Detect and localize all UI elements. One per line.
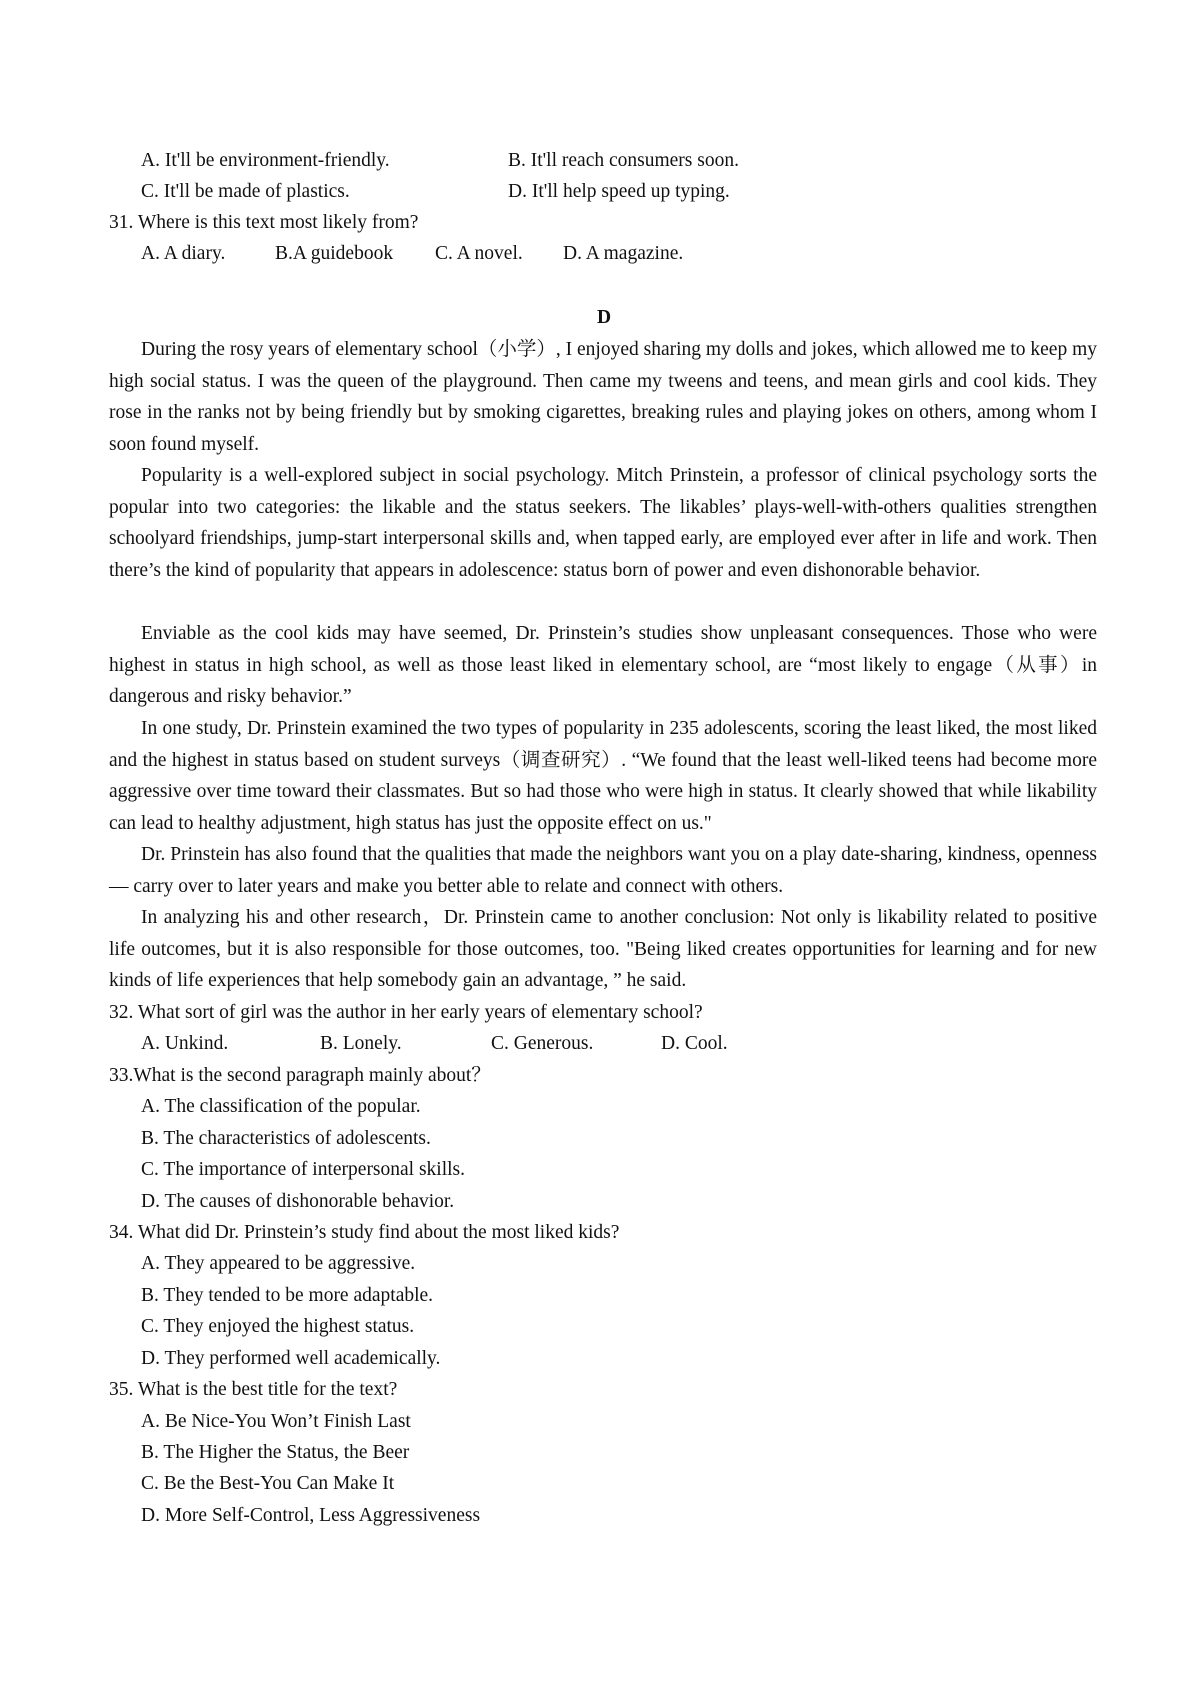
question-35-stem: 35. What is the best title for the text? bbox=[109, 1379, 398, 1400]
passage-paragraph-6: In analyzing his and other research，Dr. Prinstein came to another conclusion: Not only is likability related to positive life outcomes, but it is also responsible for those outcomes, too. "Being liked creates opportunities for learning and for new kinds of life experiences that help somebody gain an advantage, ” he said. bbox=[109, 907, 1097, 992]
question-35-option-d: D. More Self-Control, Less Aggressiveness bbox=[141, 1505, 481, 1526]
question-34-option-c: C. They enjoyed the highest status. bbox=[141, 1316, 415, 1337]
question-33-option-b: B. The characteristics of adolescents. bbox=[141, 1128, 431, 1149]
question-32-option-a: A. Unkind. bbox=[141, 1033, 229, 1054]
question-34-option-a: A. They appeared to be aggressive. bbox=[141, 1253, 416, 1274]
question-33-option-a: A. The classification of the popular. bbox=[141, 1096, 421, 1117]
prev-option-d: D. It'll help speed up typing. bbox=[508, 181, 730, 202]
question-33-stem: 33.What is the second paragraph mainly about？ bbox=[109, 1065, 491, 1086]
section-d-heading: D bbox=[596, 307, 612, 328]
question-35-option-c: C. Be the Best-You Can Make It bbox=[141, 1473, 395, 1494]
passage-paragraph-4: In one study, Dr. Prinstein examined the two types of popularity in 235 adolescents, scoring the least liked, the most liked and the highest in status based on student surveys（调查研究）. “We found that the least well-liked teens had become more aggressive over time toward their classmates. But so had those who were high in status. It clearly showed that while likability can lead to healthy adjustment, high status has just the opposite effect on us." bbox=[109, 718, 1097, 834]
question-34-option-b: B. They tended to be more adaptable. bbox=[141, 1285, 434, 1306]
question-31-option-c: C. A novel. bbox=[435, 243, 523, 264]
question-35-option-b: B. The Higher the Status, the Beer bbox=[141, 1442, 410, 1463]
passage-paragraph-1: During the rosy years of elementary school（小学）, I enjoyed sharing my dolls and jokes, which allowed me to keep my high social status. I was the queen of the playground. Then came my tweens and teens, and mean girls and cool kids. They rose in the ranks not by being friendly but by smoking cigarettes, breaking rules and playing jokes on others, among whom I soon found myself. bbox=[109, 339, 1097, 455]
question-32-option-b: B. Lonely. bbox=[320, 1033, 402, 1054]
question-31-stem: 31. Where is this text most likely from? bbox=[109, 212, 419, 233]
question-33-option-c: C. The importance of interpersonal skills. bbox=[141, 1159, 466, 1180]
question-32-stem: 32. What sort of girl was the author in her early years of elementary school? bbox=[109, 1002, 703, 1023]
question-34-stem: 34. What did Dr. Prinstein’s study find about the most liked kids? bbox=[109, 1222, 620, 1243]
passage-paragraph-5: Dr. Prinstein has also found that the qualities that made the neighbors want you on a play date-sharing, kindness, openness — carry over to later years and make you better able to relate and connect with others. bbox=[109, 844, 1097, 897]
prev-option-b: B. It'll reach consumers soon. bbox=[508, 150, 739, 171]
question-31-option-d: D. A magazine. bbox=[563, 243, 684, 264]
question-32-option-d: D. Cool. bbox=[661, 1033, 728, 1054]
question-35-option-a: A. Be Nice-You Won’t Finish Last bbox=[141, 1411, 411, 1432]
question-34-option-d: D. They performed well academically. bbox=[141, 1348, 441, 1369]
prev-option-c: C. It'll be made of plastics. bbox=[141, 181, 350, 202]
passage-paragraph-2: Popularity is a well-explored subject in social psychology. Mitch Prinstein, a professor of clinical psychology sorts the popular into two categories: the likable and the status seekers. The likables’ plays-well-with-others qualities strengthen schoolyard friendships, jump-start interpersonal skills and, when tapped early, are employed ever after in life and work. Then there’s the kind of popularity that appears in adolescence: status born of power and even dishonorable behavior. bbox=[109, 465, 1097, 581]
prev-option-a: A. It'll be environment-friendly. bbox=[141, 150, 390, 171]
question-32-option-c: C. Generous. bbox=[491, 1033, 594, 1054]
question-31-option-a: A. A diary. bbox=[141, 243, 226, 264]
question-33-option-d: D. The causes of dishonorable behavior. bbox=[141, 1191, 455, 1212]
question-31-option-b: B.A guidebook bbox=[275, 243, 394, 264]
passage-paragraph-3: Enviable as the cool kids may have seemed, Dr. Prinstein’s studies show unpleasant consequences. Those who were highest in status in high school, as well as those least liked in elementary school, are “most likely to engage（从事）in dangerous and risky behavior.” bbox=[109, 623, 1097, 708]
